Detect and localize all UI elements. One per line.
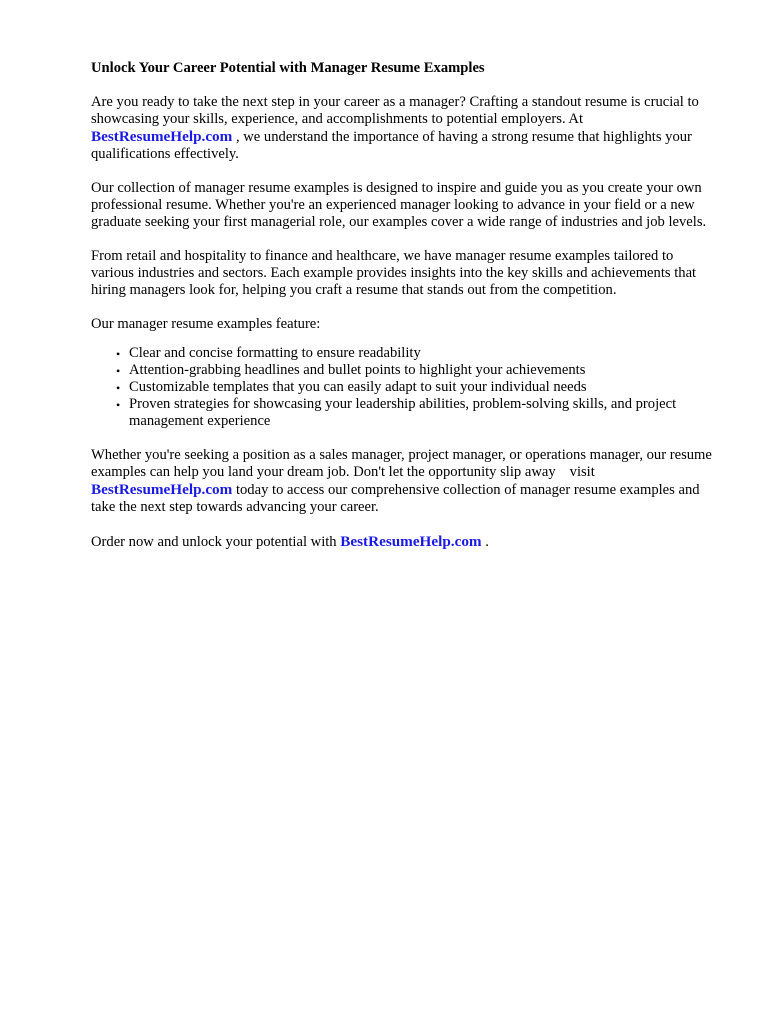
intro-paragraph <box>91 94 716 163</box>
visit-text: visit <box>569 464 595 480</box>
intro-text: Are you ready to take the next step in your career as a manager? Crafting a standout resume is crucial to showcasing your skills, experience, and accomplishments to potential employers. At <box>91 94 699 127</box>
document-title: Unlock Your Career Potential with Manager Resume Examples <box>91 60 485 76</box>
list-item-text: Attention-grabbing headlines and bullet points to highlight your achievements <box>129 362 586 378</box>
features-intro: Our manager resume examples feature: <box>91 316 321 332</box>
closing-text-end: today to access our comprehensive collection of manager resume examples and take the next step towards advancing your career. <box>91 482 700 515</box>
bullet-icon: • <box>116 347 121 361</box>
closing-paragraph <box>91 447 716 516</box>
bullet-icon: • <box>116 398 121 412</box>
list-item <box>116 396 716 430</box>
list-item-text: Proven strategies for showcasing your leadership abilities, problem-solving skills, and project management experience <box>129 396 677 429</box>
intro-text-end: , we understand the importance of having a strong resume that highlights your qualifications effectively. <box>91 129 692 162</box>
document-page <box>91 60 716 568</box>
order-text-end: . <box>481 534 489 550</box>
order-paragraph <box>91 533 716 551</box>
bullet-icon: • <box>116 364 121 378</box>
closing-text: Whether you're seeking a position as a sales manager, project manager, or operations manager, our resume examples can help you land your dream job. Don't let the opportunity slip away <box>91 447 712 480</box>
bestresumehelp-link[interactable]: BestResumeHelp.com <box>91 128 233 145</box>
industries-paragraph: From retail and hospitality to finance and healthcare, we have manager resume examples tailored to various industries and sectors. Each example provides insights into the key skills and achievements that hiring managers look for, helping you craft a resume that stands out from the competition. <box>91 248 697 298</box>
collection-paragraph: Our collection of manager resume examples is designed to inspire and guide you as you create your own professional resume. Whether you're an experienced manager looking to advance in your field or a new graduate seeking your first managerial role, our examples cover a wide range of industries and job levels. <box>91 180 707 230</box>
list-item-text: Clear and concise formatting to ensure readability <box>129 345 421 361</box>
order-text: Order now and unlock your potential with <box>91 534 341 550</box>
features-list <box>91 345 716 430</box>
list-item <box>116 345 716 362</box>
list-item-text: Customizable templates that you can easily adapt to suit your individual needs <box>129 379 587 395</box>
bestresumehelp-link[interactable]: BestResumeHelp.com <box>340 533 482 550</box>
bestresumehelp-link[interactable]: BestResumeHelp.com <box>91 481 233 498</box>
bullet-icon: • <box>116 381 121 395</box>
list-item <box>116 362 716 379</box>
list-item <box>116 379 716 396</box>
